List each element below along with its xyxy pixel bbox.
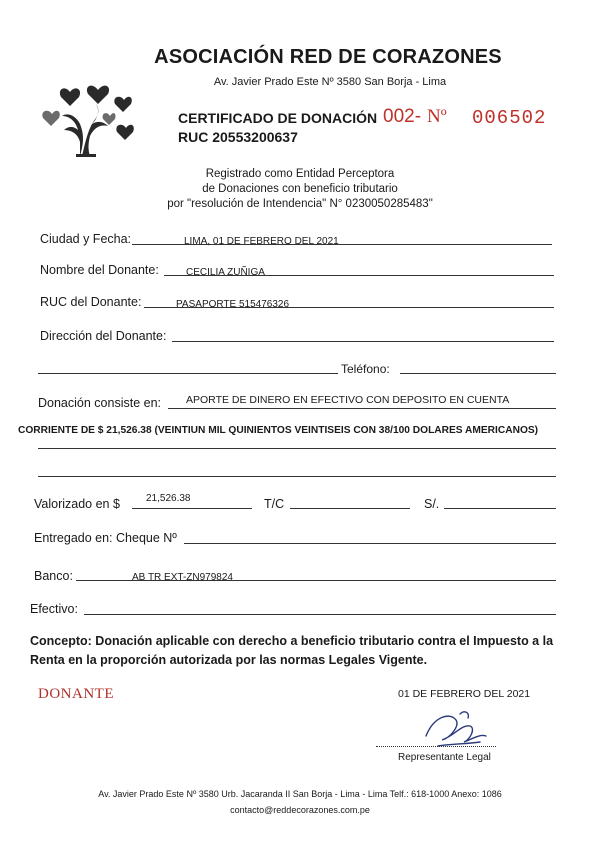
soles-label: S/. [424, 497, 440, 511]
city-date-value: LIMA, 01 DE FEBRERO DEL 2021 [184, 236, 339, 247]
donor-ruc-value: PASAPORTE 515476326 [176, 299, 290, 310]
cash-line [84, 614, 556, 615]
footer-address: Av. Javier Prado Este Nº 3580 Urb. Jacaranda II San Borja - Lima - Lima Telf.: 618-1000 Anexo: 1086 [98, 789, 502, 799]
city-date-label: Ciudad y Fecha: [40, 232, 132, 246]
registration-line-2: de Donaciones con beneficio tributario [202, 183, 398, 195]
donor-name-value: CECILIA ZUÑIGA [186, 267, 265, 278]
phone-line [400, 373, 556, 374]
heart-icon [114, 97, 131, 112]
heart-icon [60, 88, 80, 106]
donation-line-3 [38, 476, 556, 477]
donor-address-label: Dirección del Donante: [40, 329, 167, 343]
valued-label: Valorizado en $ [34, 497, 120, 511]
concept-paragraph [30, 632, 575, 670]
donation-label: Donación consiste en: [38, 396, 161, 410]
donation-line [168, 408, 556, 409]
legal-representative-label: Representante Legal [398, 752, 491, 763]
valued-line [132, 508, 252, 509]
concept-text: Donación aplicable con derecho a beneficio tributario contra el Impuesto a la Renta en la proporción autorizada por las normas Legales Vigente. [30, 634, 554, 667]
heart-icon [87, 86, 109, 104]
phone-label: Teléfono: [341, 362, 390, 376]
valued-value: 21,526.38 [146, 493, 191, 504]
registration-line-1: Registrado como Entidad Perceptora [205, 168, 395, 180]
certificate-series: 002- [383, 106, 422, 127]
check-label: Entregado en: Cheque Nº [34, 531, 177, 545]
exchange-rate-line [290, 508, 410, 509]
signature-line [376, 746, 496, 747]
heart-icon [116, 125, 133, 140]
address-line-2 [38, 373, 338, 374]
certificate-number-label: Nº [427, 106, 447, 127]
donor-ruc-label: RUC del Donante: [40, 295, 142, 309]
donation-line-2 [38, 448, 556, 449]
tree-hearts-logo [40, 70, 140, 158]
org-ruc: RUC 20553200637 [178, 129, 298, 145]
donation-continuation [18, 425, 538, 436]
org-name: ASOCIACIÓN RED DE CORAZONES [154, 46, 502, 68]
soles-line [444, 508, 556, 509]
footer-email: contacto@reddecorazones.com.pe [230, 805, 370, 815]
cash-label: Efectivo: [30, 602, 78, 616]
donor-name-label: Nombre del Donante: [40, 263, 159, 277]
concept-label: Concepto: [30, 634, 92, 648]
donation-value: APORTE DE DINERO EN EFECTIVO CON DEPOSITO EN CUENTA [186, 394, 510, 406]
check-line [184, 543, 556, 544]
signature-date: 01 DE FEBRERO DEL 2021 [398, 688, 531, 700]
donor-signature-label: DONANTE [38, 686, 114, 702]
certificate-title: CERTIFICADO DE DONACIÓN [178, 110, 378, 126]
bank-label: Banco: [34, 569, 73, 583]
certificate-number: 006502 [472, 107, 547, 129]
exchange-rate-label: T/C [264, 497, 285, 511]
org-address: Av. Javier Prado Este Nº 3580 San Borja - Lima [213, 76, 447, 88]
donor-address-line [172, 341, 554, 342]
bank-value: AB TR EXT-ZN979824 [132, 572, 233, 583]
heart-icon [103, 113, 116, 125]
donation-continuation-text: CORRIENTE DE $ 21,526.38 (VEINTIUN MIL QUINIENTOS VEINTISEIS CON 38/100 DOLARES AMERICANOS) [18, 425, 539, 436]
registration-line-3: por "resolución de Intendencia" N° 0230050285483" [167, 198, 433, 210]
heart-icon [42, 111, 59, 126]
